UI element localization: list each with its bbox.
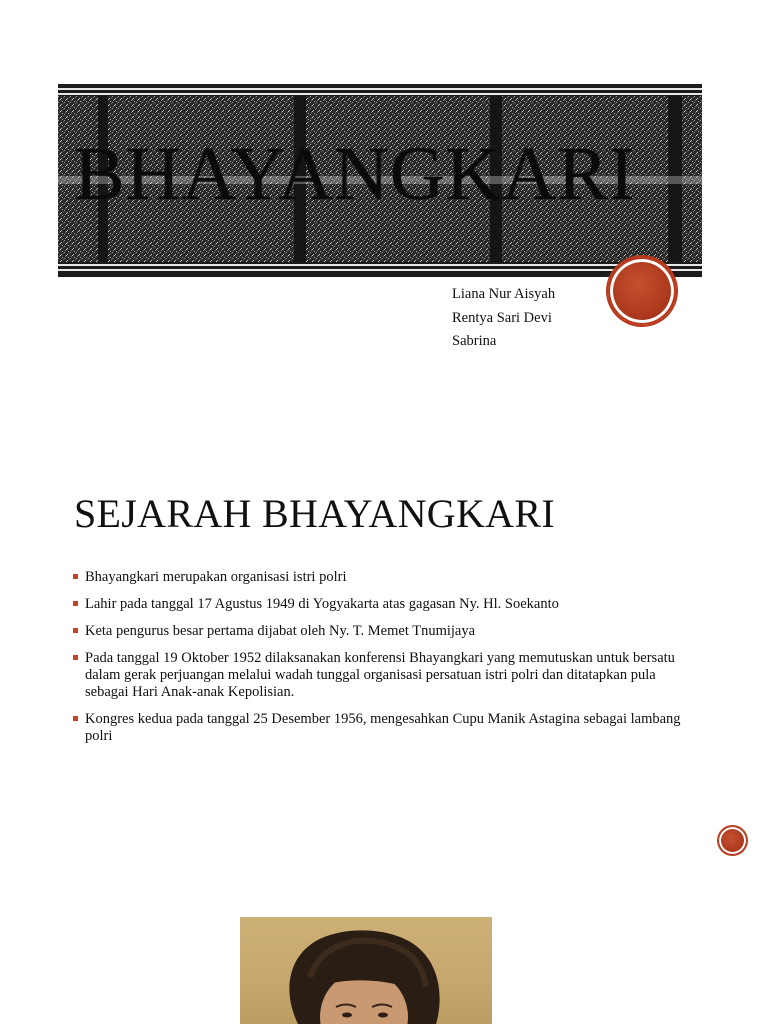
bullet-square-icon [73,574,78,579]
accent-circle [718,826,747,855]
banner-rule [58,88,702,90]
banner-rule [58,269,702,271]
bullet-square-icon [73,655,78,660]
bullet-square-icon [73,628,78,633]
bullet-list [72,569,702,755]
author-name: Rentya Sari Devi [452,309,552,326]
title-banner [58,84,702,277]
banner-rule [58,264,702,266]
bullet-item [72,596,702,613]
bullet-text: Keta pengurus besar pertama dijabat oleh Ny. T. Memet Tnumijaya [85,623,476,639]
bullet-item [72,650,702,701]
bullet-item [72,623,702,640]
bullet-text: Pada tanggal 19 Oktober 1952 dilaksanakan konferensi Bhayangkari yang memutuskan untuk bersatu dalam gerak perjuangan melalui wadah tunggal organisasi persatuan istri polri dan ditatapkan pula sebagai Hari Anak-anak Kepolisian. [85,650,675,700]
bullet-text: Bhayangkari merupakan organisasi istri polri [85,569,347,585]
bullet-text: Lahir pada tanggal 17 Agustus 1949 di Yogyakarta atas gagasan Ny. Hl. Soekanto [85,596,559,612]
section-title: SEJARAH BHAYANGKARI [74,491,555,536]
author-name: Sabrina [452,333,497,349]
accent-circle [608,257,676,325]
banner-rule [58,93,702,95]
bullet-square-icon [73,716,78,721]
bullet-item [72,569,702,586]
portrait-photo [240,917,492,1024]
portrait-figure [240,917,492,1024]
bullet-square-icon [73,601,78,606]
author-name: Liana Nur Aisyah [452,286,556,302]
bullet-text: Kongres kedua pada tanggal 25 Desember 1956, mengesahkan Cupu Manik Astagina sebagai lambang polri [85,711,681,744]
bullet-item [72,711,702,745]
slide-title: BHAYANGKARI [74,132,636,216]
author-list [452,283,555,354]
